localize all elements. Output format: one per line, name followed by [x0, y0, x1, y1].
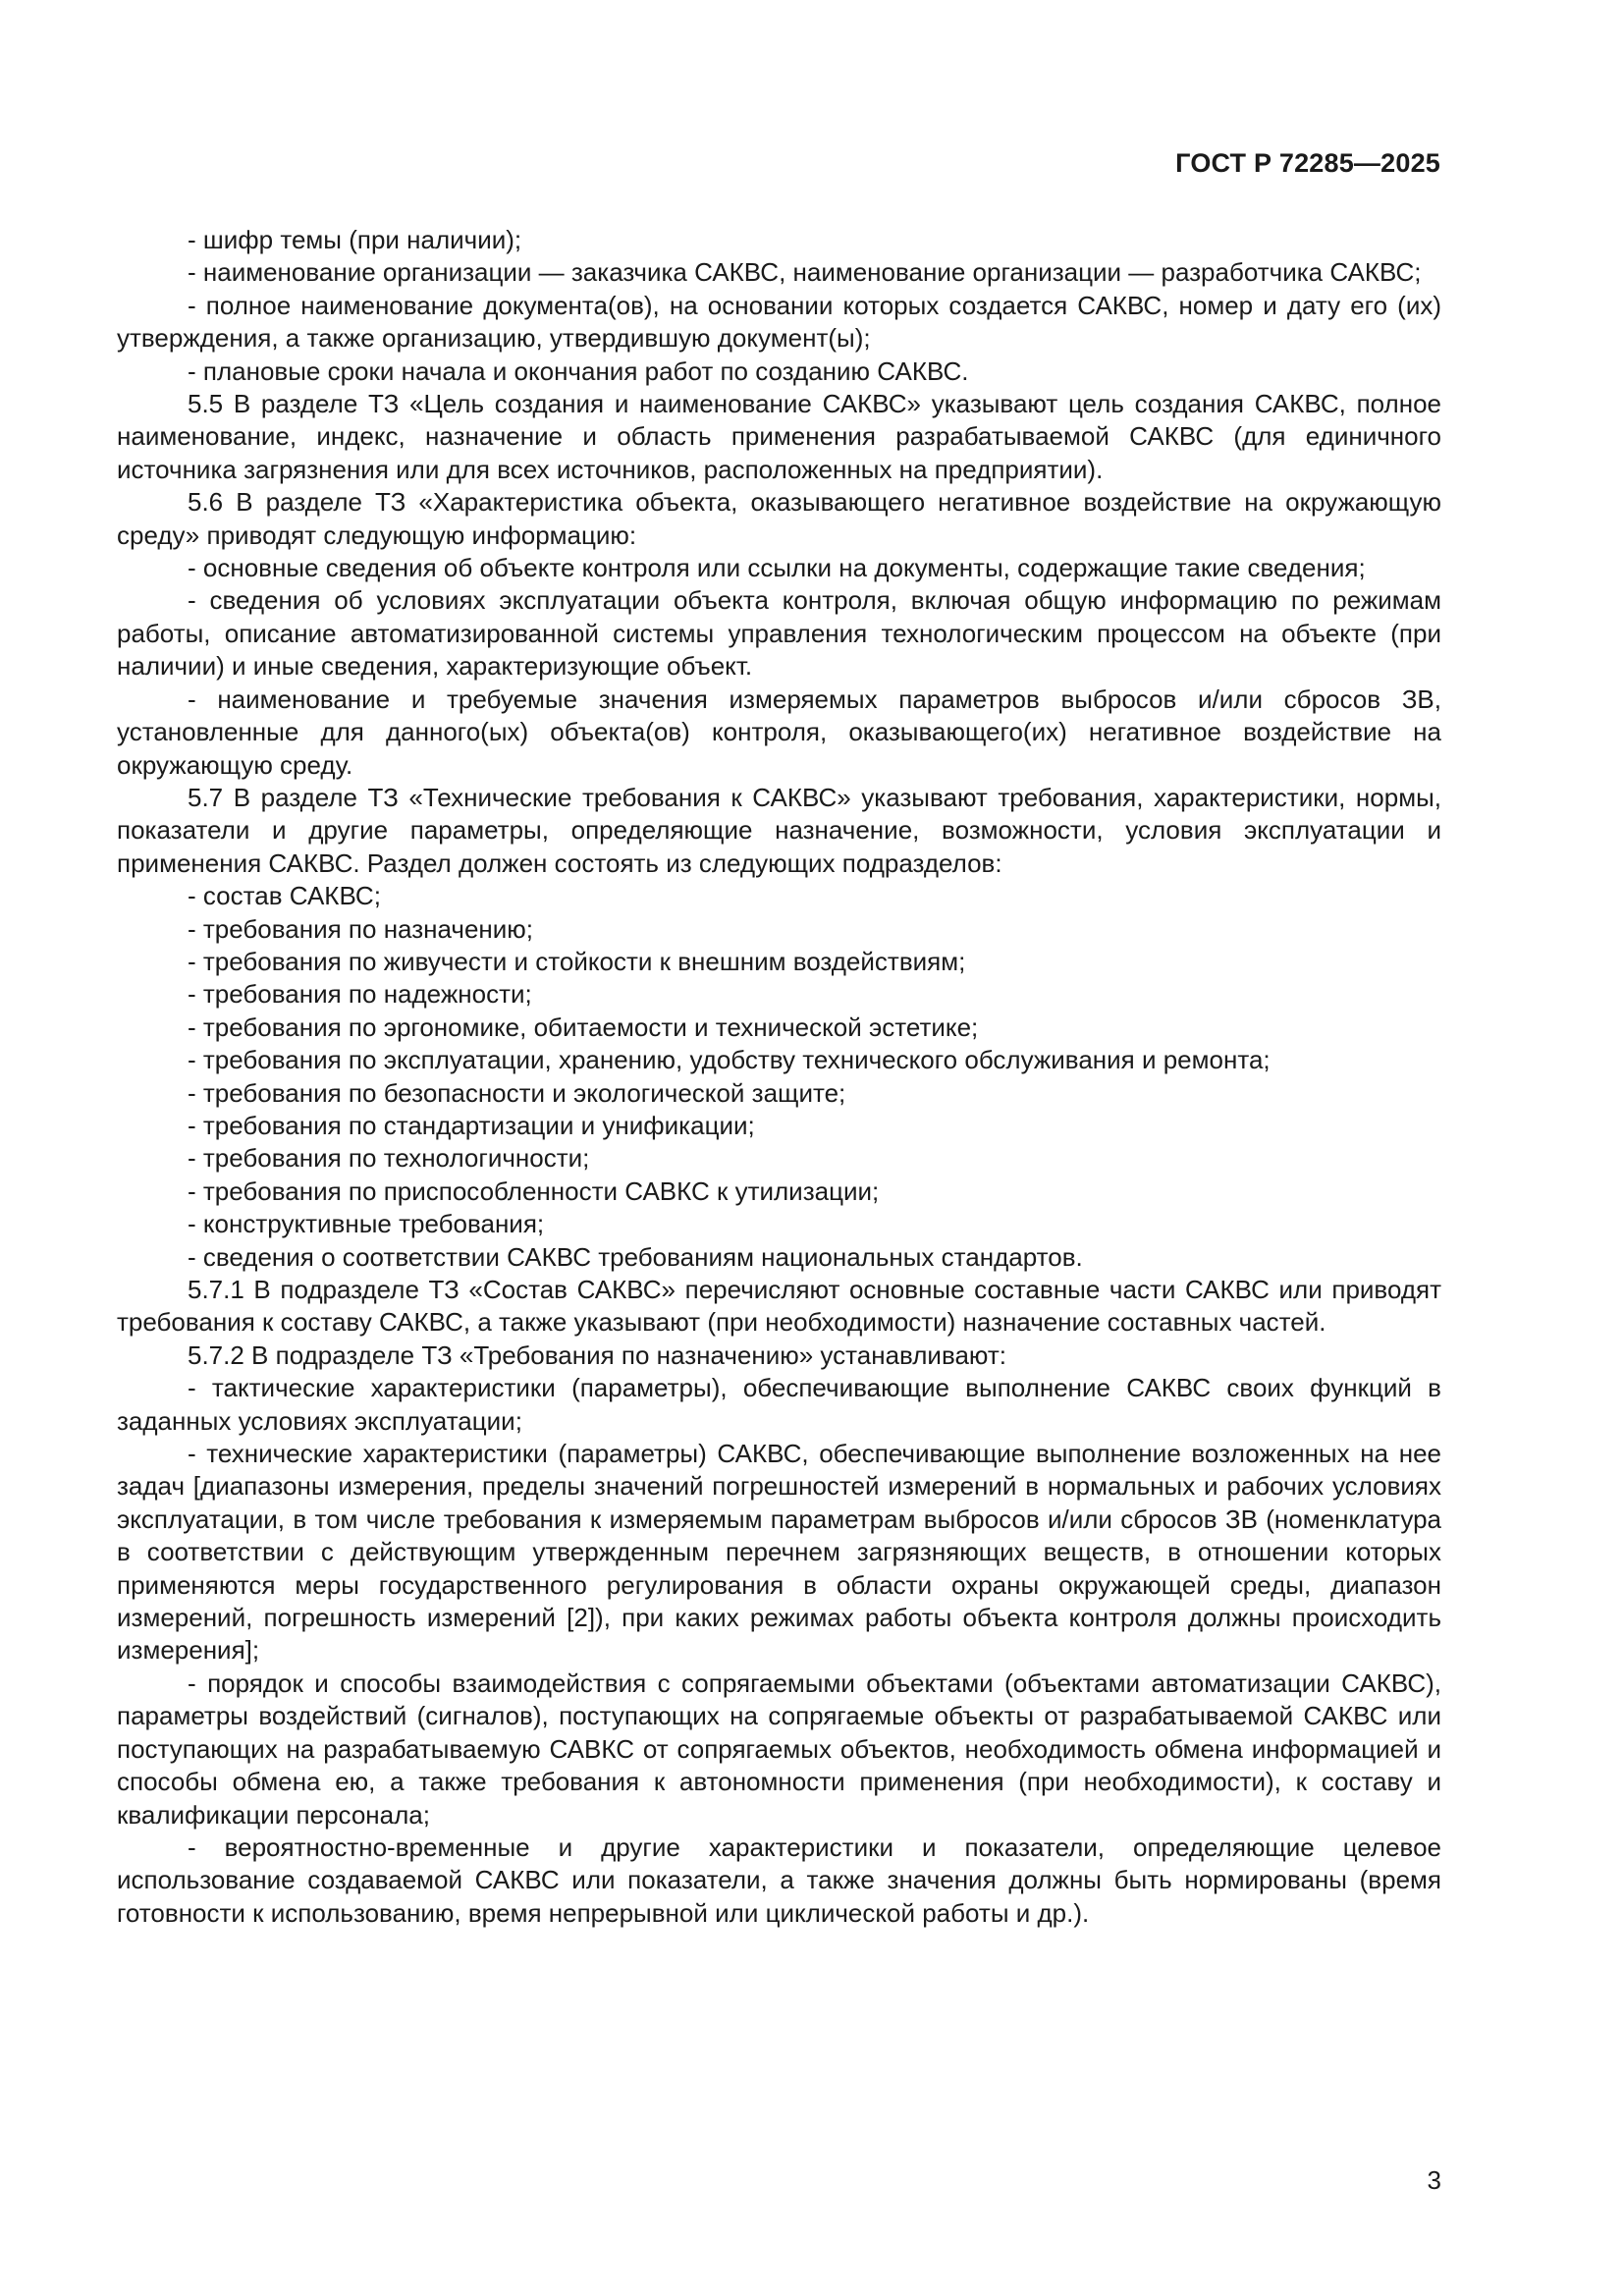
- section-paragraph: 5.7 В разделе ТЗ «Технические требования к САКВС» указывают требования, характеристики, нормы, показатели и другие параметры, определяющие назначение, возможности, условия эксплуатации и применения САКВС. Раздел должен состоять из следующих подразделов:: [117, 782, 1441, 878]
- section-paragraph: 5.7.1 В подразделе ТЗ «Состав САКВС» перечисляют основные составные части САКВС или приводят требования к составу САКВС, а также указывают (при необходимости) назначение составных частей.: [117, 1275, 1441, 1338]
- section-paragraph: 5.6 В разделе ТЗ «Характеристика объекта, оказывающего негативное воздействие на окружающую среду» приводят следующую информацию:: [117, 487, 1441, 550]
- list-item: - требования по эксплуатации, хранению, удобству технического обслуживания и ремонта;: [188, 1045, 1271, 1075]
- page-number: 3: [1427, 2165, 1441, 2195]
- section-paragraph: 5.5 В разделе ТЗ «Цель создания и наименование САКВС» указывают цель создания САКВС, полное наименование, индекс, назначение и область применения разрабатываемой САКВС (для единичного источника загрязнения или для всех источников, расположенных на предприятии).: [117, 389, 1441, 484]
- list-item: - сведения об условиях эксплуатации объекта контроля, включая общую информацию по режимам работы, описание автоматизированной системы управления технологическим процессом на объекте (при наличии) и иные сведения, характеризующие объект.: [117, 585, 1441, 682]
- list-item: - состав САКВС;: [188, 881, 381, 911]
- list-item: - требования по эргономике, обитаемости и технической эстетике;: [188, 1011, 979, 1042]
- list-item: - требования по назначению;: [188, 913, 534, 944]
- list-item: - полное наименование документа(ов), на основании которых создается САКВС, номер и дату его (их) утверждения, а также организацию, утвердившую документ(ы);: [117, 290, 1441, 354]
- list-item: - технические характеристики (параметры) САКВС, обеспечивающие выполнение возложенных на нее задач [диапазоны измерения, пределы значений погрешностей измерений в нормальных и рабочих условиях эксплуатации, в том числе требования к измеряемым параметрам выбросов и/или сбросов ЗВ (номенклатура в соответствии с действующим утвержденным перечнем загрязняющих веществ, в отношении которых применяются меры государственного регулирования в области охраны окружающей среды, диапазон измерений, погрешность измерений [2]), при каких режимах работы объекта контроля должны происходить измерения];: [117, 1439, 1441, 1666]
- list-item: - требования по безопасности и экологической защите;: [188, 1077, 846, 1108]
- list-item: - тактические характеристики (параметры), обеспечивающие выполнение САКВС своих функций в заданных условиях эксплуатации;: [117, 1373, 1441, 1436]
- list-item: - наименование организации — заказчика САКВС, наименование организации — разработчика САКВС;: [188, 257, 1422, 288]
- list-item: - требования по технологичности;: [188, 1143, 590, 1174]
- list-item: - плановые сроки начала и окончания работ по созданию САКВС.: [188, 355, 969, 386]
- list-item: - требования по живучести и стойкости к внешним воздействиям;: [188, 946, 966, 976]
- list-item: - основные сведения об объекте контроля или ссылки на документы, содержащие такие сведения;: [188, 553, 1366, 583]
- list-item: - сведения о соответствии САКВС требованиям национальных стандартов.: [188, 1241, 1083, 1272]
- list-item: - шифр темы (при наличии);: [188, 225, 522, 254]
- standard-designation: ГОСТ Р 72285—2025: [1175, 148, 1440, 178]
- list-item: 5.7.2 В подразделе ТЗ «Требования по назначению» устанавливают:: [188, 1339, 1006, 1370]
- list-item: - порядок и способы взаимодействия с сопрягаемыми объектами (объектами автоматизации САКВС), параметры воздействий (сигналов), поступающих на сопрягаемые объекты от разрабатываемой САКВС или поступающих на разрабатываемую САВКС от сопрягаемых объектов, необходимость обмена информацией и способы обмена ею, а также требования к автономности применения (при необходимости), к составу и квалификации персонала;: [117, 1667, 1441, 1830]
- list-item: - конструктивные требования;: [188, 1209, 545, 1239]
- list-item: - требования по стандартизации и унификации;: [188, 1110, 755, 1140]
- list-item: - наименование и требуемые значения измеряемых параметров выбросов и/или сбросов ЗВ, установленные для данного(ых) объекта(ов) контроля, оказывающего(их) негативное воздействие на окружающую среду.: [117, 683, 1441, 780]
- list-item: - требования по приспособленности САВКС к утилизации;: [188, 1175, 880, 1206]
- document-body: [117, 224, 1441, 1930]
- list-item: - требования по надежности;: [188, 979, 532, 1010]
- list-item: - вероятностно-временные и другие характеристики и показатели, определяющие целевое использование создаваемой САКВС или показатели, а также значения должны быть нормированы (время готовности к использованию, время непрерывной или циклической работы и др.).: [117, 1831, 1441, 1928]
